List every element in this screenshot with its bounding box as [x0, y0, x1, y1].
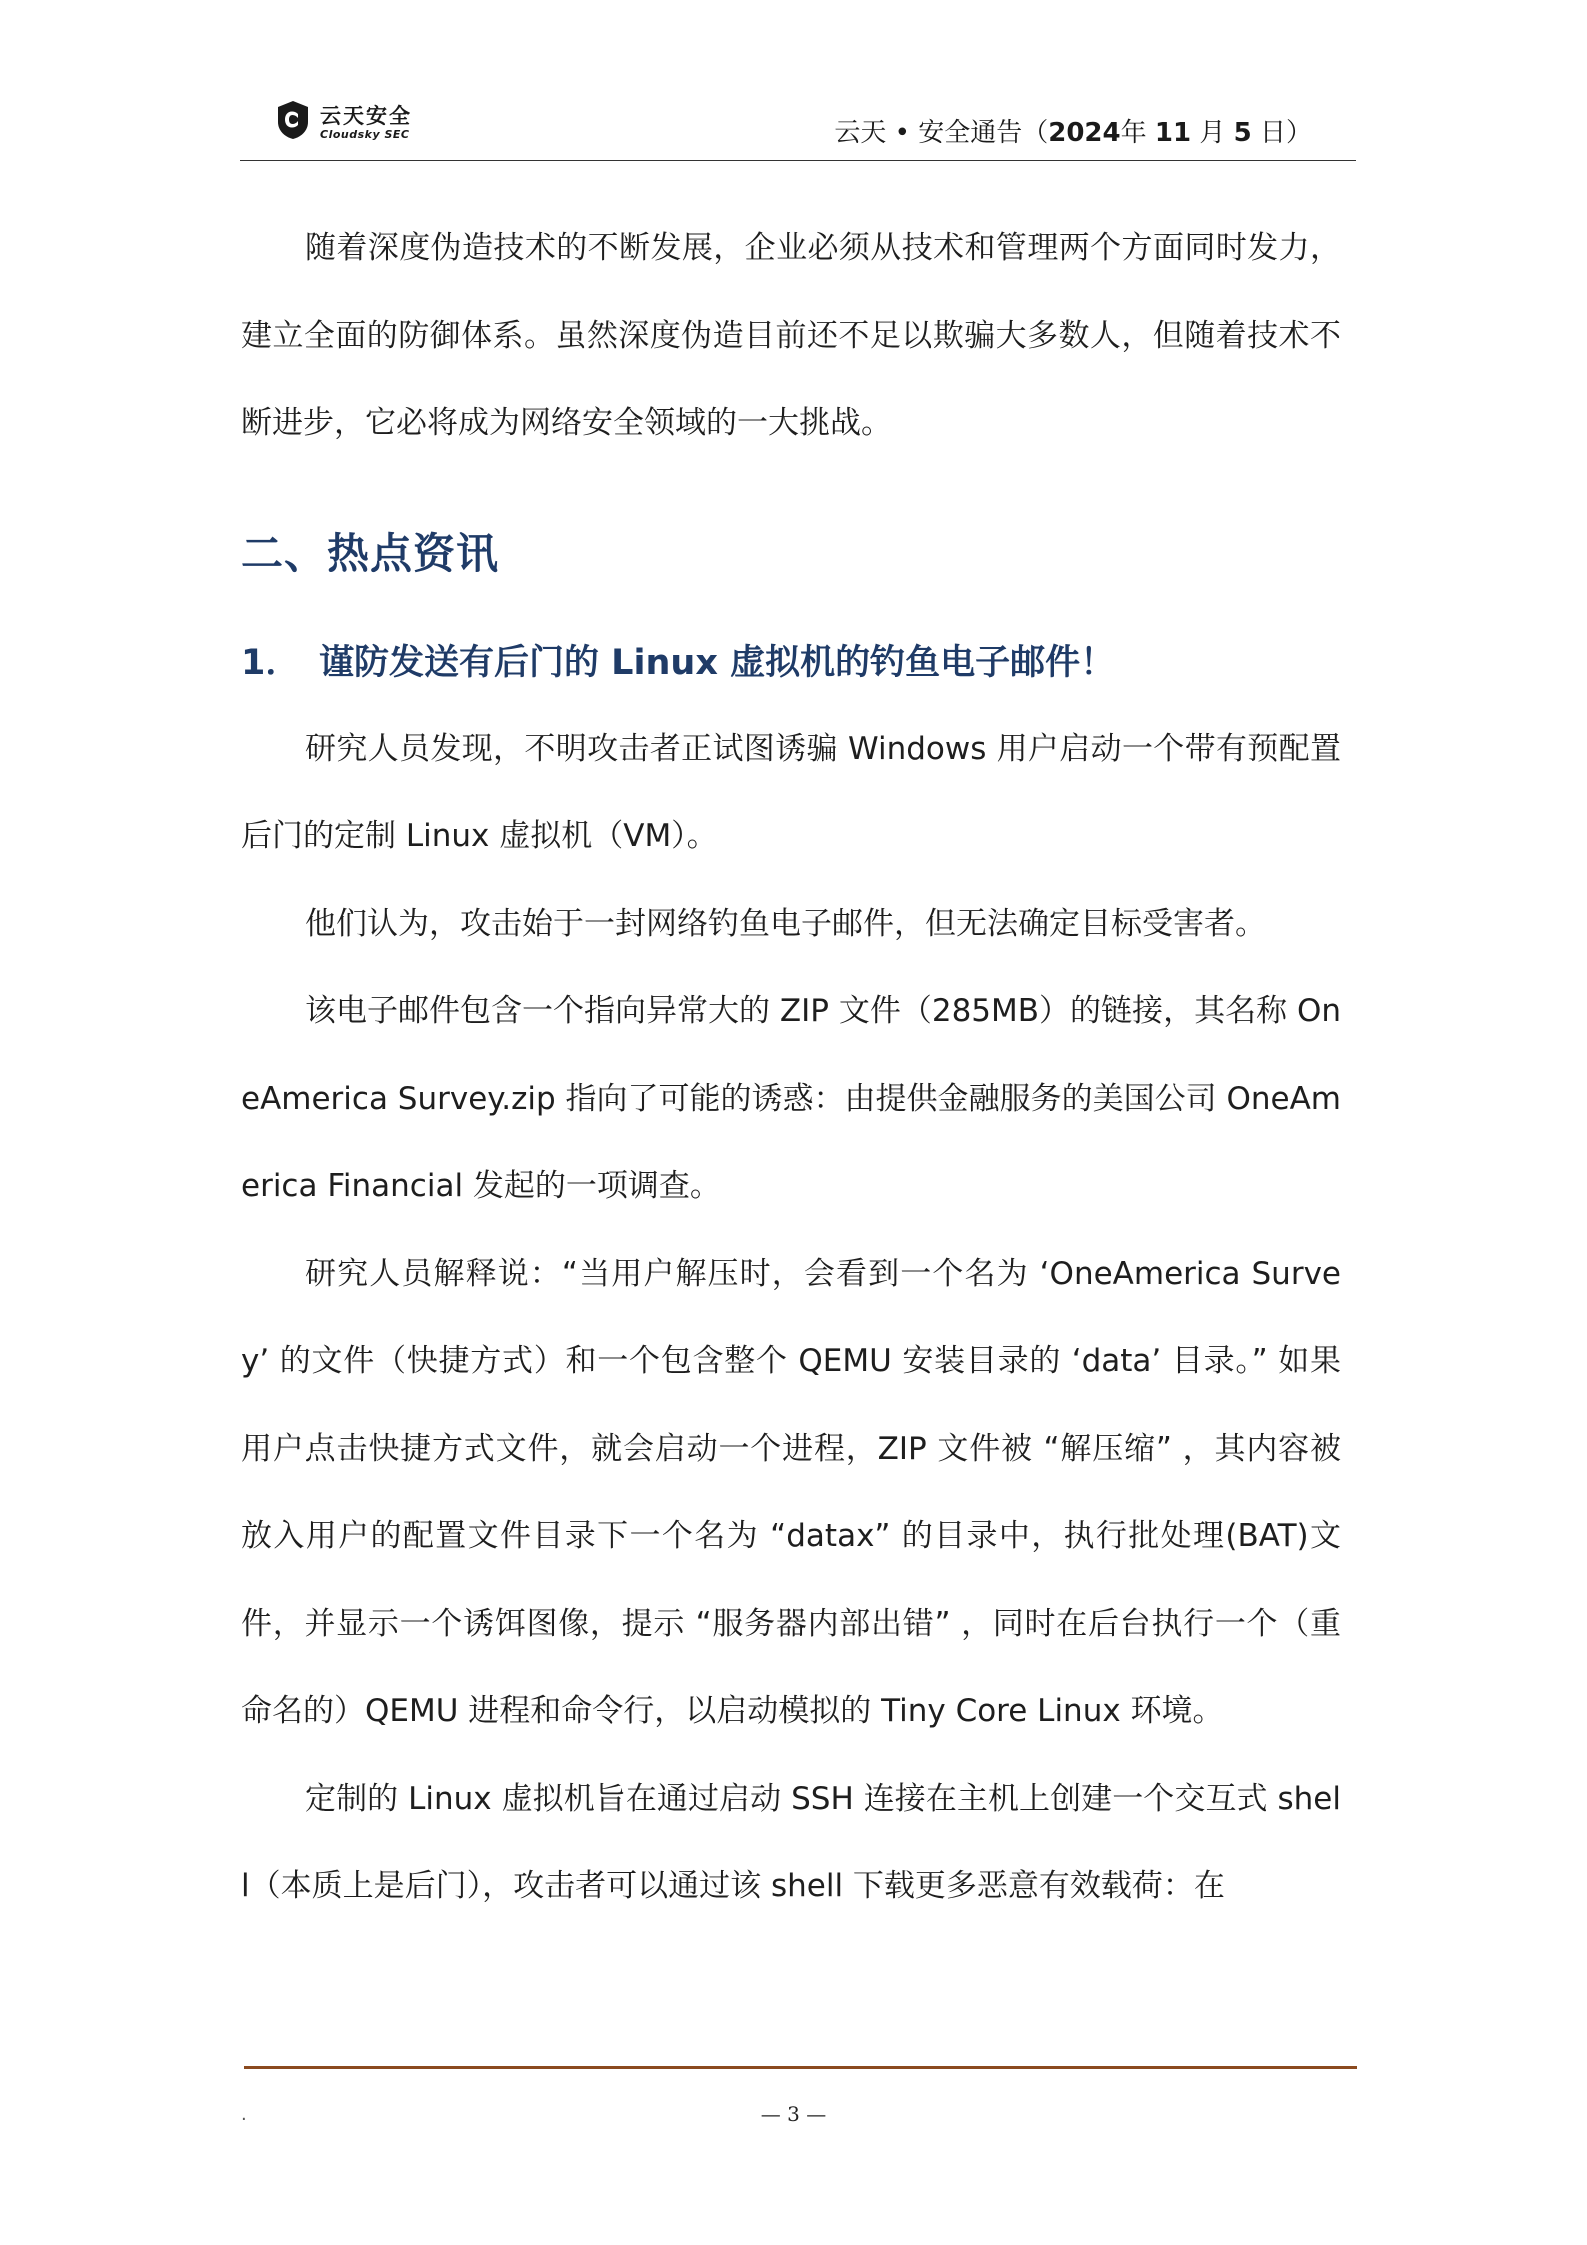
bulletin-month-unit: 月: [1199, 118, 1226, 148]
logo-chinese-name: 云天安全: [320, 104, 412, 128]
bulletin-title-prefix: 云天 • 安全通告（: [834, 118, 1049, 148]
document-body: [241, 205, 1341, 1931]
section-heading: 二、热点资讯: [241, 528, 500, 578]
bulletin-day: 5: [1233, 118, 1252, 148]
body-paragraph: 研究人员发现，不明攻击者正试图诱骗 Windows 用户启动一个带有预配置后门的定制 Linux 虚拟机（VM）。: [241, 730, 1341, 854]
bulletin-title-suffix: 日）: [1259, 118, 1312, 148]
news-item-heading: [241, 620, 1341, 706]
news-item-number: 1．: [241, 642, 301, 683]
section-spacer: [241, 468, 1341, 488]
header-divider: [240, 160, 1356, 161]
cloudsky-shield-logo-icon: [276, 100, 310, 140]
logo-english-name: Cloudsky SEC: [320, 128, 410, 141]
body-paragraph: 研究人员解释说：“当用户解压时，会看到一个名为 ‘OneAmerica Survey’ 的文件（快捷方式）和一个包含整个 QEMU 安装目录的 ‘data’ 目录。” 如果用户点击快捷方式文件，就会启动一个进程，ZIP 文件被 “解压缩” ，其内容被放入用户的配置文件目录下一个名为 “datax” 的目录中，执行批处理(BAT)文件，并显示一个诱饵图像，提示 “服务器内部出错” ，同时在后台执行一个（重命名的）QEMU 进程和命令行，以启动模拟的 Tiny Core Linux 环境。: [241, 1255, 1341, 1729]
bulletin-year-unit: 年: [1120, 118, 1147, 148]
bulletin-year: 2024: [1048, 118, 1121, 148]
footer-mark: .: [241, 2104, 247, 2125]
body-paragraph: 该电子邮件包含一个指向异常大的 ZIP 文件（285MB）的链接，其名称 OneAmerica Survey.zip 指向了可能的诱惑：由提供金融服务的美国公司 OneAmerica Financial 发起的一项调查。: [241, 993, 1341, 1204]
bulletin-month: 11: [1154, 118, 1192, 148]
footer-divider: [244, 2066, 1357, 2069]
body-paragraph: 定制的 Linux 虚拟机旨在通过启动 SSH 连接在主机上创建一个交互式 shell（本质上是后门），攻击者可以通过该 shell 下载更多恶意有效载荷：在: [241, 1780, 1341, 1904]
company-logo: [276, 100, 496, 152]
page-header: [240, 96, 1356, 162]
news-item-title: 谨防发送有后门的 Linux 虚拟机的钓鱼电子邮件！: [319, 642, 1116, 683]
bulletin-title: [834, 112, 1312, 149]
page-number: — 3 —: [760, 2102, 827, 2126]
body-paragraph: 他们认为，攻击始于一封网络钓鱼电子邮件，但无法确定目标受害者。: [305, 905, 1266, 942]
intro-paragraph: 随着深度伪造技术的不断发展，企业必须从技术和管理两个方面同时发力，建立全面的防御体系。虽然深度伪造目前还不足以欺骗大多数人，但随着技术不断进步，它必将成为网络安全领域的一大挑战。: [241, 230, 1341, 441]
